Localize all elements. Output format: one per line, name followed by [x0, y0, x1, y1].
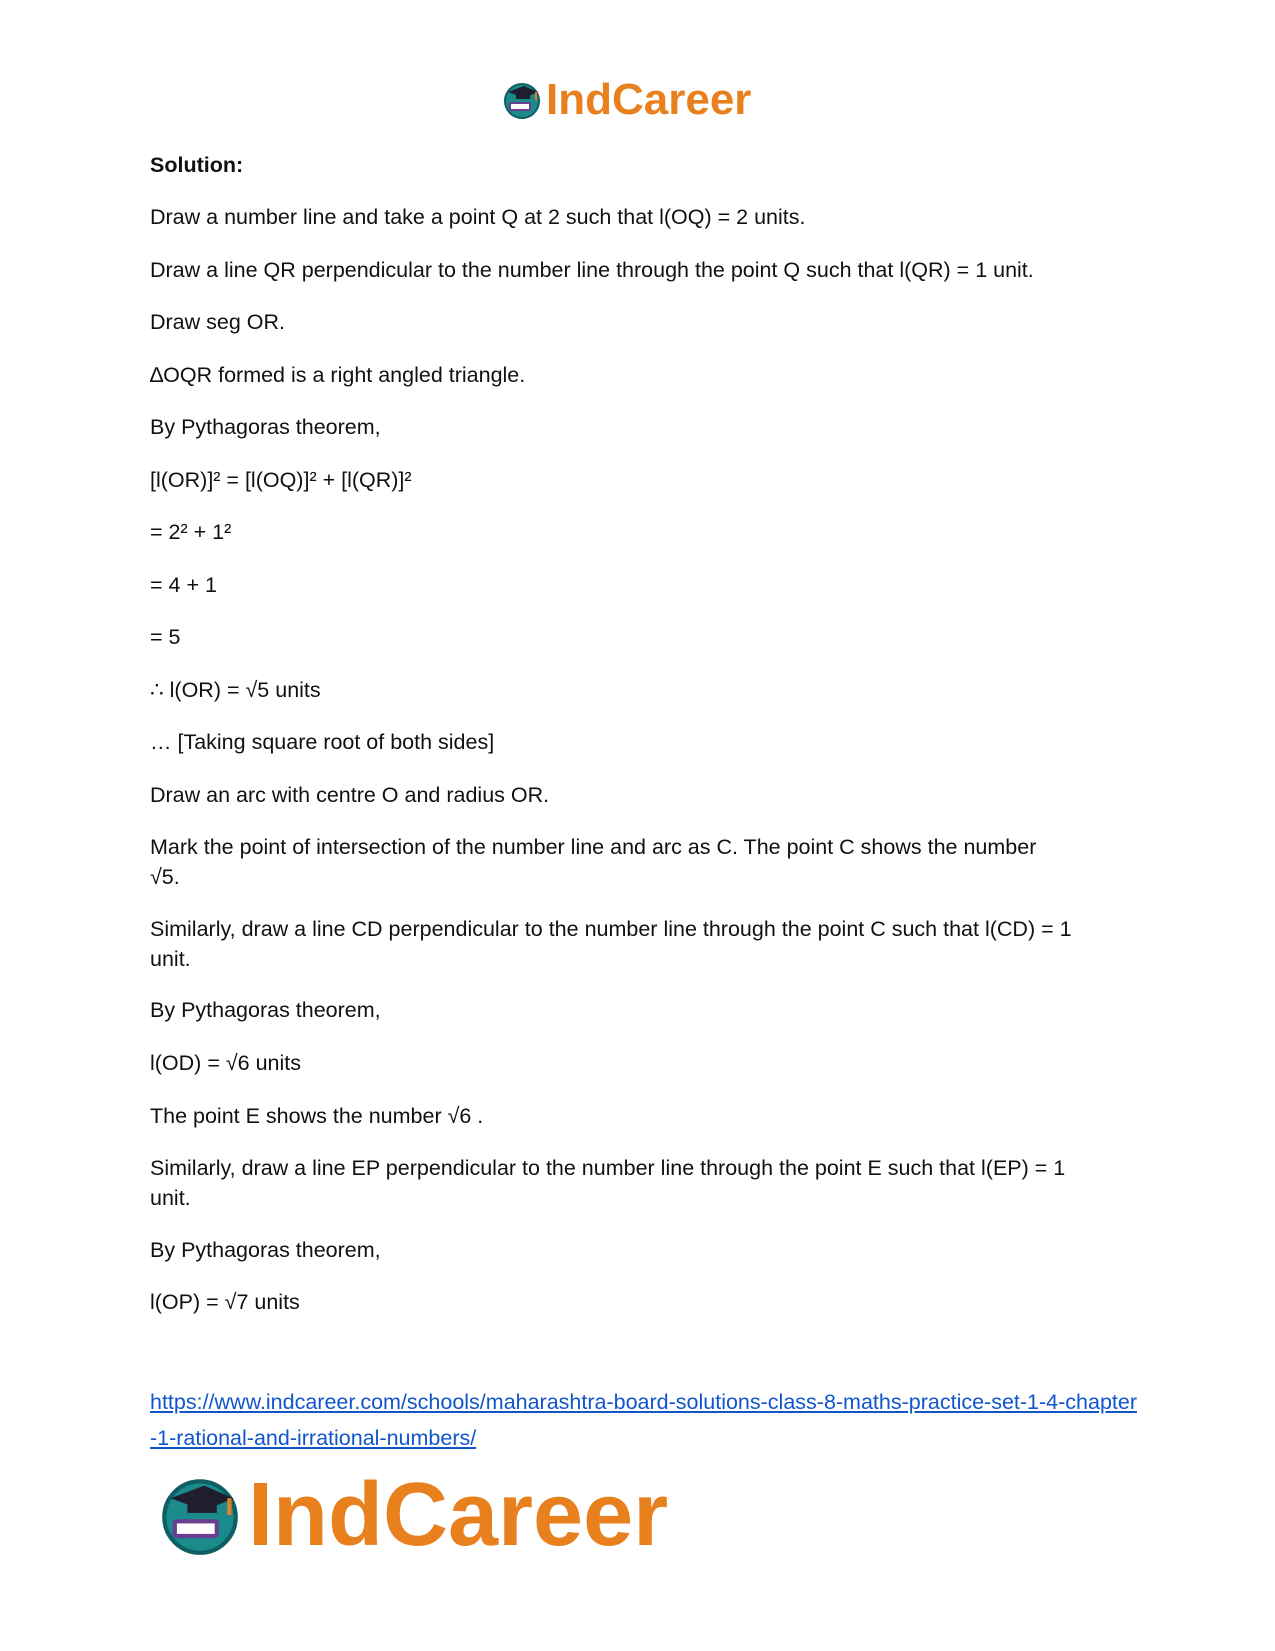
source-link[interactable]: https://www.indcareer.com/schools/maharashtra-board-solutions-class-8-maths-practice-set-1-4-chapter-1-rational-and-irrational-numbers/ — [150, 1390, 1137, 1450]
equation-line: = 5 — [150, 625, 181, 649]
paragraph: By Pythagoras theorem, — [150, 998, 381, 1022]
header-logo — [502, 75, 752, 124]
paragraph: Draw an arc with centre O and radius OR. — [150, 783, 550, 807]
paragraph: … [Taking square root of both sides] — [150, 730, 495, 754]
paragraph: Mark the point of intersection of the number line and arc as C. The point C shows the number √5. — [150, 835, 1037, 889]
graduation-cap-globe-icon — [502, 80, 542, 120]
equation-line: l(OP) = √7 units — [150, 1290, 300, 1314]
equation-line: [l(OR)]² = [l(OQ)]² + [l(QR)]² — [150, 468, 412, 492]
paragraph: Draw seg OR. — [150, 310, 286, 334]
paragraph: The point E shows the number √6 . — [150, 1104, 484, 1128]
solution-heading: Solution: — [150, 153, 244, 177]
footer-logo — [158, 1465, 669, 1565]
logo-wordmark: IndCareer — [248, 1465, 669, 1565]
paragraph: Draw a number line and take a point Q at 2 such that l(OQ) = 2 units. — [150, 205, 806, 229]
paragraph: Similarly, draw a line EP perpendicular to the number line through the point E such that l(EP) = 1 unit. — [150, 1156, 1066, 1210]
paragraph: ∆OQR formed is a right angled triangle. — [150, 363, 526, 387]
paragraph: Draw a line QR perpendicular to the number line through the point Q such that l(QR) = 1 unit. — [150, 258, 1034, 282]
paragraph: By Pythagoras theorem, — [150, 415, 381, 439]
graduation-cap-globe-icon — [158, 1473, 242, 1557]
paragraph: By Pythagoras theorem, — [150, 1238, 381, 1262]
logo-wordmark: IndCareer — [546, 75, 752, 124]
equation-line: = 2² + 1² — [150, 520, 232, 544]
equation-line: l(OD) = √6 units — [150, 1051, 301, 1075]
equation-line: = 4 + 1 — [150, 573, 217, 597]
equation-line: ∴ l(OR) = √5 units — [150, 678, 321, 702]
paragraph: Similarly, draw a line CD perpendicular to the number line through the point C such that l(CD) = 1 unit. — [150, 917, 1072, 971]
